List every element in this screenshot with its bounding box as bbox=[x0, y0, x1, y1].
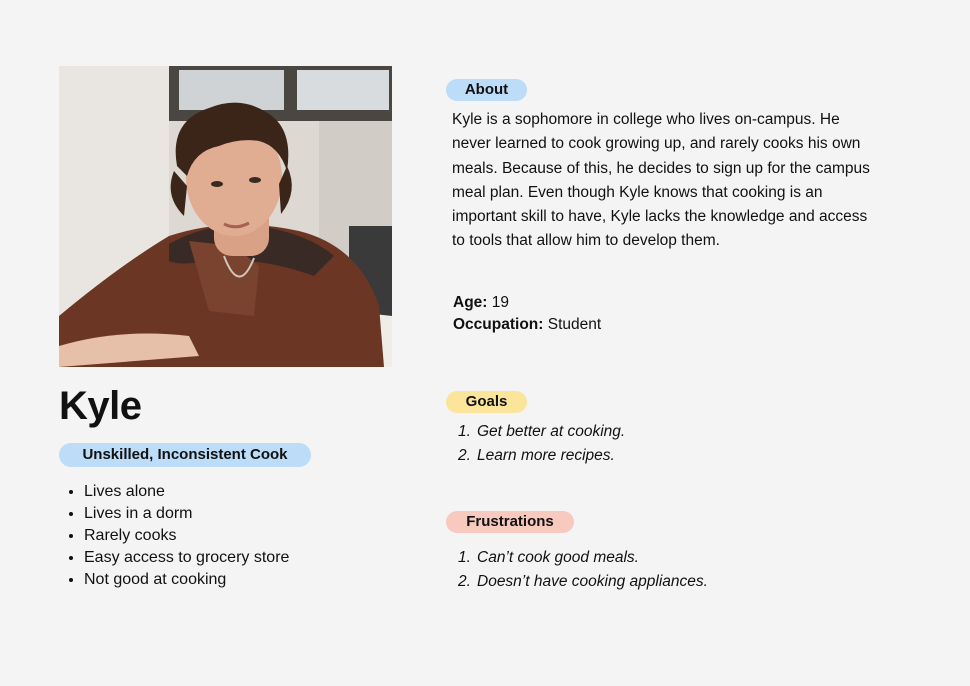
persona-traits-list bbox=[64, 481, 289, 591]
about-text: Kyle is a sophomore in college who lives on-campus. He never learned to cook growing up, and rarely cooks his own meals. Because of this, he decides to sign up for the campus meal plan. Even though Kyle knows that cooking is an important skill to have, Kyle lacks the knowledge and access to tools that allow him to develop them. bbox=[452, 111, 870, 250]
list-item: 1. Get better at cooking. bbox=[458, 423, 626, 440]
frustrations-list bbox=[458, 546, 708, 594]
age-row bbox=[453, 292, 601, 314]
list-item: • Rarely cooks bbox=[84, 525, 289, 547]
persona-photo-illustration bbox=[59, 66, 392, 367]
occupation-label: Occupation: bbox=[453, 316, 544, 333]
list-item: • Easy access to grocery store bbox=[84, 547, 289, 569]
persona-photo bbox=[59, 66, 392, 367]
goal-text: Get better at cooking. bbox=[477, 423, 626, 440]
goals-label: Goals bbox=[446, 391, 527, 413]
persona-meta bbox=[453, 292, 601, 336]
age-label: Age: bbox=[453, 294, 488, 311]
frustration-text: Doesn’t have cooking appliances. bbox=[477, 573, 708, 590]
age-value: 19 bbox=[491, 294, 510, 311]
persona-name: Kyle bbox=[59, 384, 142, 428]
list-item: • Not good at cooking bbox=[84, 569, 289, 591]
list-item: • Lives alone bbox=[84, 481, 289, 503]
list-item: 2. Doesn’t have cooking appliances. bbox=[458, 573, 708, 590]
goal-text: Learn more recipes. bbox=[477, 447, 615, 464]
frustration-text: Can’t cook good meals. bbox=[477, 549, 639, 566]
persona-tag: Unskilled, Inconsistent Cook bbox=[59, 443, 311, 467]
goals-list bbox=[458, 420, 625, 468]
frustrations-label: Frustrations bbox=[446, 511, 574, 533]
about-label: About bbox=[446, 79, 527, 101]
occupation-row bbox=[453, 314, 601, 336]
list-item: 1. Can’t cook good meals. bbox=[458, 549, 639, 566]
list-item: 2. Learn more recipes. bbox=[458, 447, 615, 464]
list-item: • Lives in a dorm bbox=[84, 503, 289, 525]
occupation-value: Student bbox=[547, 316, 602, 333]
